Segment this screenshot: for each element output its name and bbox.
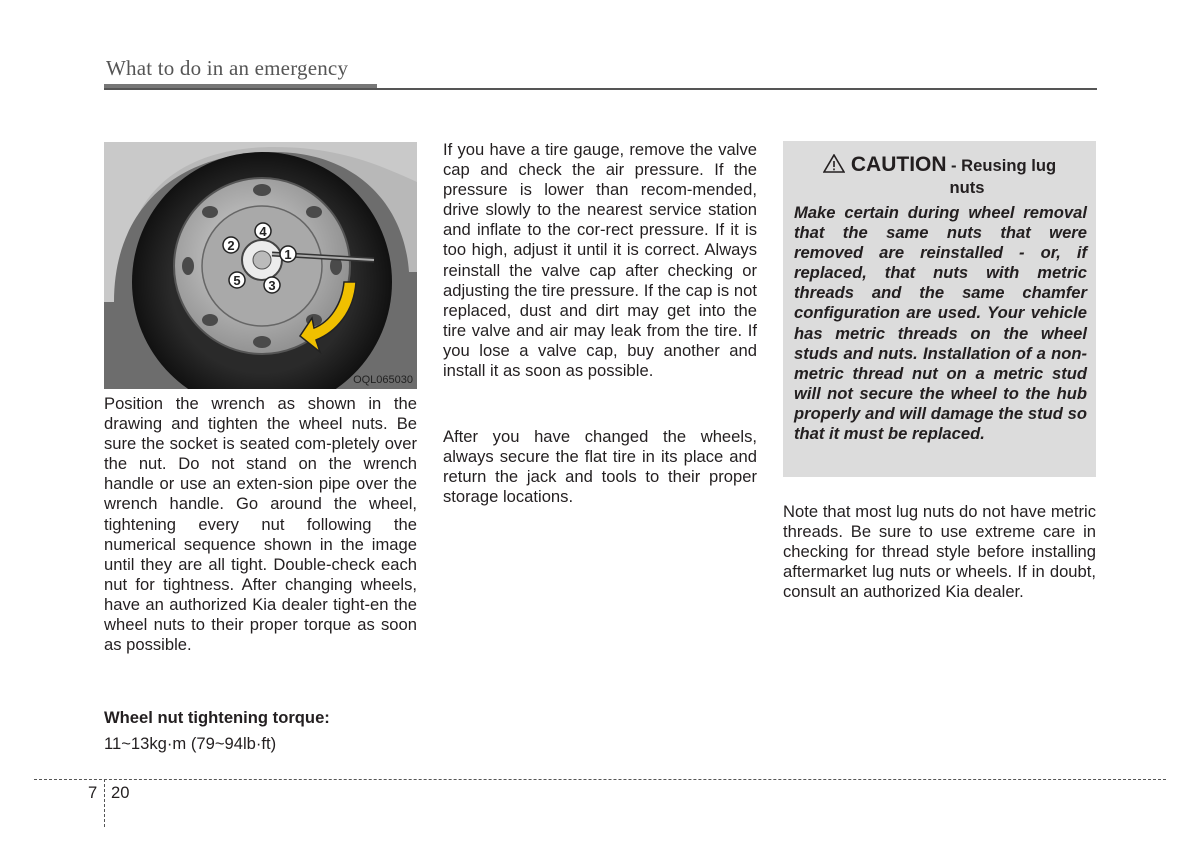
footer-rule xyxy=(34,779,1166,780)
figure-code: OQL065030 xyxy=(353,374,413,386)
torque-value: 11~13kg·m (79~94lb·ft) xyxy=(104,734,277,753)
wheel-illustration xyxy=(104,142,417,389)
col1-paragraph: Position the wrench as shown in the drawing and tighten the wheel nuts. Be sure the socket is seated com-pletely over the nut. Do not stand on the wrench handle or use an exten-sion pipe over the wrench handle. Go around the wheel, tightening every nut following the numerical sequence shown in the image until they are all tight. Double-check each nut for tightness. After changing wheels, have an authorized Kia dealer tight-en the wheel nuts to their proper torque as soon as possible. xyxy=(104,394,417,655)
header-rule xyxy=(104,88,1097,90)
col3-paragraph: Note that most lug nuts do not have metric threads. Be sure to use extreme care in checking for thread style before installing aftermarket lug nuts or wheels. If in doubt, consult an authorized Kia dealer. xyxy=(783,502,1096,602)
caution-title: CAUTION xyxy=(850,153,947,176)
caution-subtitle-line2: nuts xyxy=(949,178,985,197)
caution-box xyxy=(783,141,1096,477)
footer-divider xyxy=(104,779,105,827)
nut-number-1: 1 xyxy=(284,247,292,262)
page-header-title: What to do in an emergency xyxy=(106,56,349,80)
warning-triangle-icon xyxy=(823,154,845,178)
col2-paragraph-1: If you have a tire gauge, remove the valve cap and check the air pressure. If the pressure is lower than recom-mended, drive slowly to the nearest service station and inflate to the cor-rect pressure. If it is too high, adjust it until it is correct. Always reinstall the valve cap after checking or adjusting the tire pressure. If the cap is not replaced, dust and dirt may get into the tire valve and air may leak from the tire. If you lose a valve cap, buy another and install it as soon as possible. xyxy=(443,140,757,381)
nut-number-3: 3 xyxy=(268,278,276,293)
caution-heading xyxy=(783,153,1096,178)
col2-paragraph-2: After you have changed the wheels, always secure the flat tire in its place and return the jack and tools to their proper storage locations. xyxy=(443,427,757,507)
page-number: 20 xyxy=(111,783,130,802)
nut-number-2: 2 xyxy=(227,238,235,253)
nut-number-5: 5 xyxy=(233,273,241,288)
chapter-number: 7 xyxy=(88,783,98,802)
caution-subtitle: - Reusing lug xyxy=(951,156,1057,175)
torque-title: Wheel nut tightening torque: xyxy=(104,708,330,727)
nut-number-4: 4 xyxy=(259,224,267,239)
wheel-drawing xyxy=(104,142,417,389)
caution-body: Make certain during wheel removal that the same nuts that were removed are reinstalled - or, if replaced, that nuts with metric threads and the same chamfer configuration are used. Your vehicle has metric threads on the wheel studs and nuts. Installation of a non-metric thread nut on a metric stud will not secure the wheel to the hub properly and will damage the stud so that it must be replaced. xyxy=(794,203,1087,444)
